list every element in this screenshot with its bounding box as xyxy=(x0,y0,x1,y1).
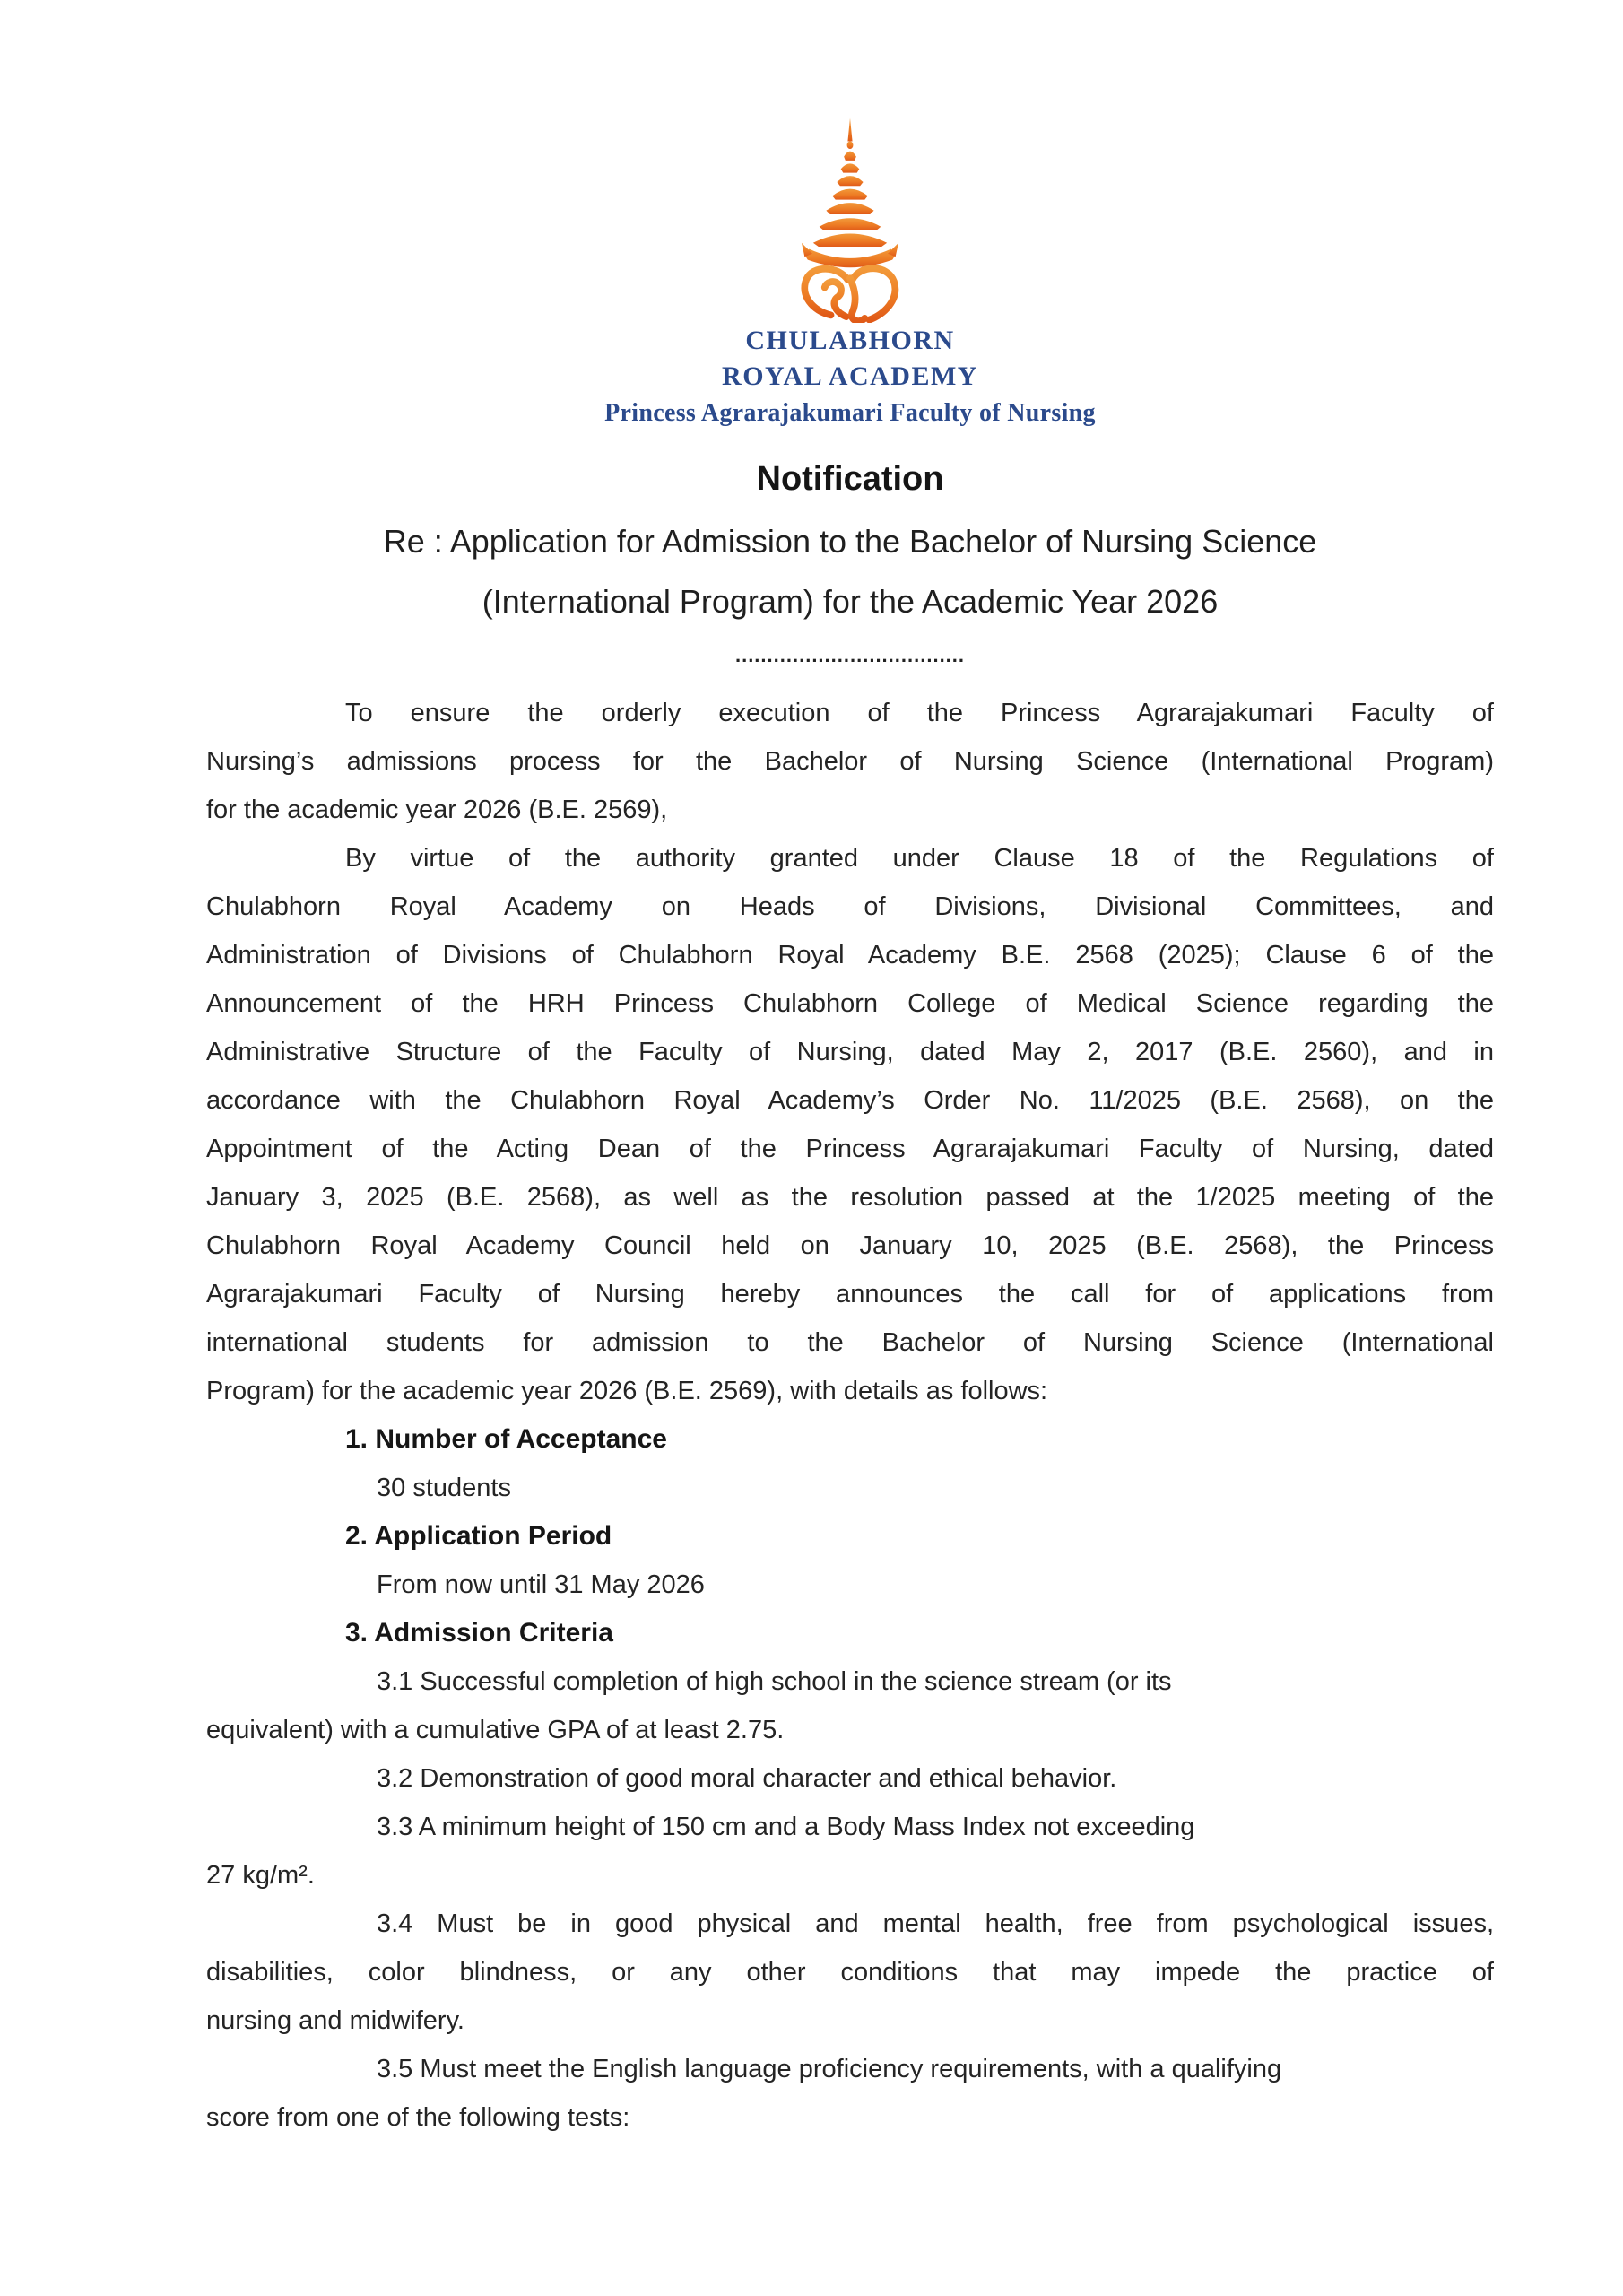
org-name-line3: Princess Agrarajakumari Faculty of Nursing xyxy=(604,399,1096,427)
criteria-item-3-1-line: 3.1 Successful completion of high school in the science stream (or its xyxy=(377,1667,1172,1696)
dotted-divider: .................................... xyxy=(734,644,966,666)
criteria-item-3-4-line: disabilities, color blindness, or any other conditions that may impede the practice of xyxy=(206,1958,1494,1987)
paragraph-2-line: Agrarajakumari Faculty of Nursing hereby announces the call for of applications from xyxy=(206,1280,1494,1309)
paragraph-2-line: accordance with the Chulabhorn Royal Academy’s Order No. 11/2025 (B.E. 2568), on the xyxy=(206,1086,1494,1115)
section-1-body: 30 students xyxy=(377,1474,511,1502)
paragraph-2-line: Appointment of the Acting Dean of the Princess Agrarajakumari Faculty of Nursing, dated xyxy=(206,1135,1494,1163)
org-name-line1: CHULABHORN xyxy=(745,326,955,355)
paragraph-2-line: By virtue of the authority granted under Clause 18 of the Regulations of xyxy=(345,844,1494,873)
criteria-item-3-4-line: 3.4 Must be in good physical and mental health, free from psychological issues, xyxy=(377,1909,1494,1938)
document-title: Notification xyxy=(756,460,944,498)
paragraph-1-line: Nursing’s admissions process for the Bachelor of Nursing Science (International Program) xyxy=(206,747,1494,776)
subject-block xyxy=(206,511,1494,631)
document-header xyxy=(206,454,1494,669)
letterhead xyxy=(206,0,1494,432)
criteria-item-3-3-line: 27 kg/m². xyxy=(206,1861,315,1890)
criteria-item-3-1-line: equivalent) with a cumulative GPA of at least 2.75. xyxy=(206,1716,785,1744)
paragraph-1-line: To ensure the orderly execution of the Princess Agrarajakumari Faculty of xyxy=(345,699,1494,727)
section-2-body: From now until 31 May 2026 xyxy=(377,1570,705,1599)
section-3-heading: 3. Admission Criteria xyxy=(345,1618,613,1648)
criteria-item-3-3-line: 3.3 A minimum height of 150 cm and a Body Mass Index not exceeding xyxy=(377,1813,1195,1841)
paragraph-2-line: Administrative Structure of the Faculty of Nursing, dated May 2, 2017 (B.E. 2560), and in xyxy=(206,1038,1494,1066)
paragraph-2-line: Announcement of the HRH Princess Chulabhorn College of Medical Science regarding the xyxy=(206,989,1494,1018)
royal-crown-emblem-icon xyxy=(761,117,939,323)
paragraph-2-line: Chulabhorn Royal Academy Council held on January 10, 2025 (B.E. 2568), the Princess xyxy=(206,1231,1494,1260)
criteria-item-3-4-line: nursing and midwifery. xyxy=(206,2006,464,2035)
paragraph-1-line: for the academic year 2026 (B.E. 2569), xyxy=(206,796,668,824)
paragraph-2-line: Program) for the academic year 2026 (B.E. 2569), with details as follows: xyxy=(206,1377,1048,1405)
paragraph-2-line: January 3, 2025 (B.E. 2568), as well as the resolution passed at the 1/2025 meeting of the xyxy=(206,1183,1494,1212)
paragraph-2-line: international students for admission to the Bachelor of Nursing Science (International xyxy=(206,1328,1494,1357)
criteria-item-3-5-line: 3.5 Must meet the English language proficiency requirements, with a qualifying xyxy=(377,2055,1282,2083)
section-1-heading: 1. Number of Acceptance xyxy=(345,1424,667,1454)
subject-line-2: (International Program) for the Academic Year 2026 xyxy=(482,583,1219,620)
org-name-line2: ROYAL ACADEMY xyxy=(722,361,978,391)
crown-spire xyxy=(802,118,898,267)
paragraph-2-line: Administration of Divisions of Chulabhorn Royal Academy B.E. 2568 (2025); Clause 6 of the xyxy=(206,941,1494,970)
royal-cypher-monogram xyxy=(804,268,895,321)
criteria-item-3-2-line: 3.2 Demonstration of good moral character and ethical behavior. xyxy=(377,1764,1117,1793)
section-2-heading: 2. Application Period xyxy=(345,1521,612,1551)
subject-line-1: Re : Application for Admission to the Bachelor of Nursing Science xyxy=(383,523,1317,560)
document-body xyxy=(206,689,1494,2142)
criteria-item-3-5-line: score from one of the following tests: xyxy=(206,2103,630,2132)
paragraph-2-line: Chulabhorn Royal Academy on Heads of Divisions, Divisional Committees, and xyxy=(206,892,1494,921)
